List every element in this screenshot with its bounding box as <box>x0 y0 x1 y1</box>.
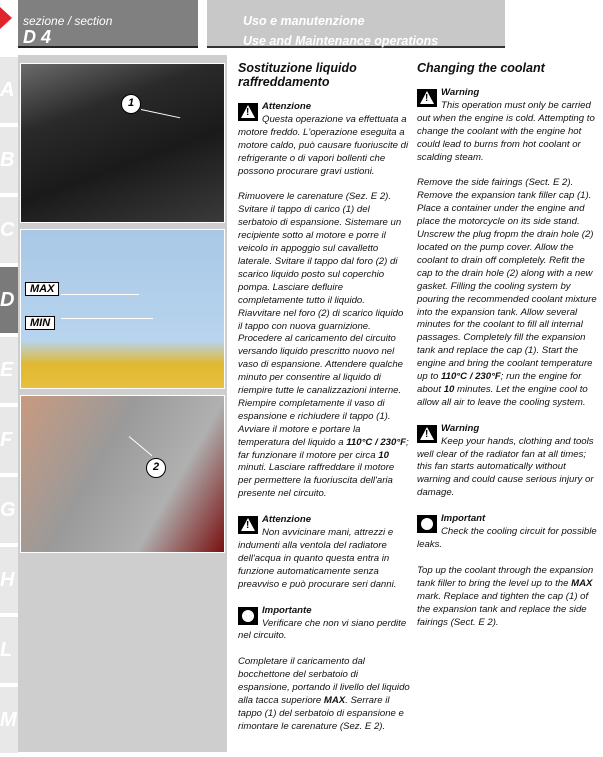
warning-note <box>238 514 410 591</box>
note-title: Important <box>441 513 486 525</box>
tab-c[interactable]: C <box>0 197 18 263</box>
max-mark: MAX <box>571 577 593 589</box>
note-text: This operation must only be carried out when the engine is cold. Attempting to change the coolant with the engine hot could lead to burns from hot coolant or scalding steam. <box>417 99 595 163</box>
note-text: Keep your hands, clothing and tools well clear of the radiator fan at all times; this fan starts automatically without warning and could cause serious injury or damage. <box>417 435 594 499</box>
section-title-it: Sostituzione liquido raffreddamento <box>238 61 357 89</box>
section-marker-icon <box>0 7 12 29</box>
steps-text: ; far funzionare il motore per circa <box>238 436 409 461</box>
steps-text: mark. Replace and tighten the cap (1) of the expansion tank and replace the side fairings (Sect. E 2). <box>417 590 589 628</box>
english-column <box>417 61 599 642</box>
section-tabs <box>0 57 18 757</box>
tab-a[interactable]: A <box>0 57 18 123</box>
duration: 10 <box>378 449 389 461</box>
min-label: MIN <box>25 316 55 330</box>
tab-e[interactable]: E <box>0 337 18 403</box>
procedure-text <box>238 191 410 501</box>
note-title: Warning <box>441 87 480 98</box>
important-icon <box>238 607 258 625</box>
chapter-header <box>207 0 505 48</box>
warning-icon <box>238 516 258 534</box>
photo-drain-plug <box>20 395 225 553</box>
max-label: MAX <box>25 282 59 296</box>
callout-2: 2 <box>146 458 166 478</box>
note-text: Questa operazione va effettuata a motore freddo. L'operazione eseguita a motore caldo, può causare fuoriuscite di refrigerante o di vapori bollenti che possono procurare gravi ustioni. <box>238 113 409 177</box>
section-code: D 4 <box>23 27 52 47</box>
section-header <box>18 0 198 48</box>
tab-d[interactable]: D <box>0 267 18 333</box>
steps-text: Completare il caricamento dal bocchettone del serbatoio di espansione, portando il livello del liquido alla tacca superiore <box>238 656 410 707</box>
photo-expansion-tank-cap <box>20 63 225 223</box>
photo-coolant-level <box>20 229 225 389</box>
warning-icon <box>417 425 437 443</box>
important-note <box>417 513 599 552</box>
note-text: Non avvicinare mani, attrezzi e indumenti alla ventola del radiatore dell'acqua in quanto questa entra in funzione automaticamente senza preavviso e può procurare seri danni. <box>238 527 397 590</box>
tab-h[interactable]: H <box>0 547 18 613</box>
tab-b[interactable]: B <box>0 127 18 193</box>
warning-note <box>417 423 599 500</box>
note-title: Attenzione <box>262 101 312 112</box>
section-title-en: Changing the coolant <box>417 61 545 75</box>
important-icon <box>417 515 437 533</box>
section-label: sezione / section <box>23 14 113 28</box>
tab-m[interactable]: M <box>0 687 18 753</box>
note-title: Importante <box>262 604 312 616</box>
warning-note <box>238 101 410 178</box>
duration: 10 <box>443 383 455 395</box>
steps-text: Remove the side fairings (Sect. E 2). Remove the expansion tank filler cap (1). Place a container under the engine and place the motorcycle on its side stand. Unscrew the plug fropm the drain hole (2) located on the pump cover. Allow the coolant to drain off completely. Refit the cap to the drain hole (2) along with a new gasket. Filling the cooling system by pouring the recommended coolant mixture into the expansion tank. Allow several minutes for the coolant to fill all internal passages. Completely fill the expansion tank and replace the cap (1). Start the engine and bring the coolant temperature up to <box>417 177 597 383</box>
temperature: 110°C / 230°F <box>346 436 407 448</box>
temperature: 110°C / 230°F <box>441 371 501 383</box>
note-title: Warning <box>441 422 480 434</box>
max-mark: MAX <box>323 695 346 707</box>
steps-text: Rimuovere le carenature (Sez. E 2). Svitare il tappo di carico (1) del serbatoio di espansione. Sistemare un recipiente sotto al motore e porre il veicolo in appoggio sul cavalletto laterale. Svitare il tappo dal foro (2) di scarico liquido posto sul coperchio pompa. Lasciare defluire completamente tutto il liquido. Riavvitare nel foro (2) di scarico liquido il tappo con nuova guarnizione. Procedere al caricamento del circuito versando liquido prescritto nuovo nel vaso di espansione. Attendere qualche minuto per consentire al liquido di riempire tutte le canalizzazioni interne. Riempire completamente il vaso di espansione e richiudere il tappo (1). Avviare il motore e portare la temperatura del liquido a <box>238 191 404 448</box>
tab-g[interactable]: G <box>0 477 18 543</box>
steps-text: ; run the engine for about <box>417 371 582 395</box>
warning-note <box>417 87 599 164</box>
procedure-text <box>417 177 599 409</box>
warning-icon <box>417 89 437 107</box>
chapter-title-en: Use and Maintenance operations <box>243 34 439 48</box>
note-text: Check the cooling circuit for possible leaks. <box>417 526 597 550</box>
important-note <box>238 605 410 644</box>
tab-f[interactable]: F <box>0 407 18 473</box>
final-text <box>417 565 599 630</box>
tab-l[interactable]: L <box>0 617 18 683</box>
steps-text: minuti. Lasciare raffreddare il motore per permettere la fuoriuscita dell'aria presente nel circuito. <box>238 462 395 500</box>
final-text <box>238 656 410 733</box>
steps-text: Top up the coolant through the expansion tank filler to bring the level up to the <box>417 564 594 589</box>
note-title: Attenzione <box>262 514 312 526</box>
steps-text: . Serrare il tappo (1) del serbatoio di espansione e rimontare le carenature (Sez. E 2). <box>238 695 404 732</box>
note-text: Verificare che non vi siano perdite nel circuito. <box>238 617 407 642</box>
italian-column <box>238 61 410 747</box>
callout-1: 1 <box>121 94 141 114</box>
steps-text: minutes. Let the engine cool to allow all air to leave the cooling system. <box>417 383 588 408</box>
warning-icon <box>238 103 258 121</box>
chapter-title-it: Uso e manutenzione <box>243 14 365 28</box>
